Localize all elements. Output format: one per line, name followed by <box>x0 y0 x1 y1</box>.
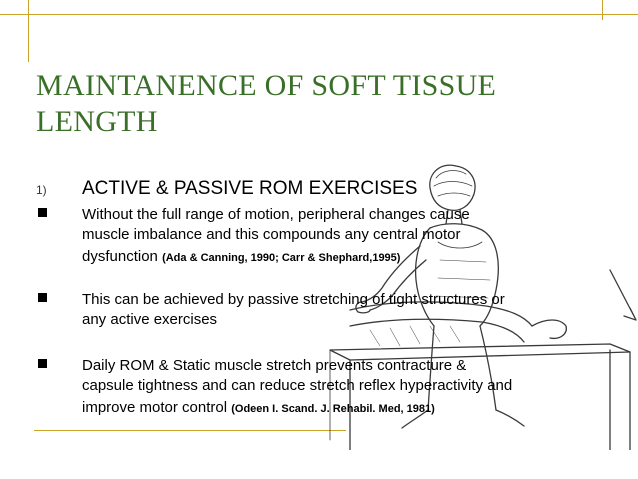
heading-text: ACTIVE & PASSIVE ROM EXERCISES <box>82 178 418 199</box>
bullet-line-text: improve motor control <box>82 399 228 416</box>
section-heading <box>36 178 616 202</box>
left-accent-line <box>28 0 29 62</box>
square-bullet-icon <box>38 359 47 368</box>
bullet-line: Without the full range of motion, peripheral changes cause <box>82 206 470 223</box>
title-line-2: LENGTH <box>36 105 158 138</box>
top-divider <box>0 14 638 15</box>
citation: (Odeen I. Scand. J. Rehabil. Med, 1981) <box>231 403 435 415</box>
list-item <box>36 356 616 422</box>
bottom-divider <box>34 430 346 431</box>
bullet-line: Daily ROM & Static muscle stretch prevents contracture & <box>82 357 467 374</box>
square-bullet-icon <box>38 208 47 217</box>
bullet-line: capsule tightness and can reduce stretch reflex hyperactivity and <box>82 377 513 394</box>
heading-number: 1) <box>36 183 47 197</box>
right-accent-line <box>602 0 603 20</box>
title-line-1: MAINTANENCE OF SOFT TISSUE <box>36 69 497 102</box>
bullet-line-text: dysfunction <box>82 248 158 265</box>
bullet-line <box>82 398 435 419</box>
bullet-line <box>82 247 400 268</box>
bullet-line: any active exercises <box>82 311 218 328</box>
list-item <box>36 205 616 271</box>
bullet-line: This can be achieved by passive stretching of tight structures or <box>82 291 505 308</box>
citation: (Ada & Canning, 1990; Carr & Shephard,1995) <box>162 252 401 264</box>
bullet-line: muscle imbalance and this compounds any central motor <box>82 226 461 243</box>
slide-title <box>36 68 616 140</box>
list-item <box>36 290 616 334</box>
square-bullet-icon <box>38 293 47 302</box>
